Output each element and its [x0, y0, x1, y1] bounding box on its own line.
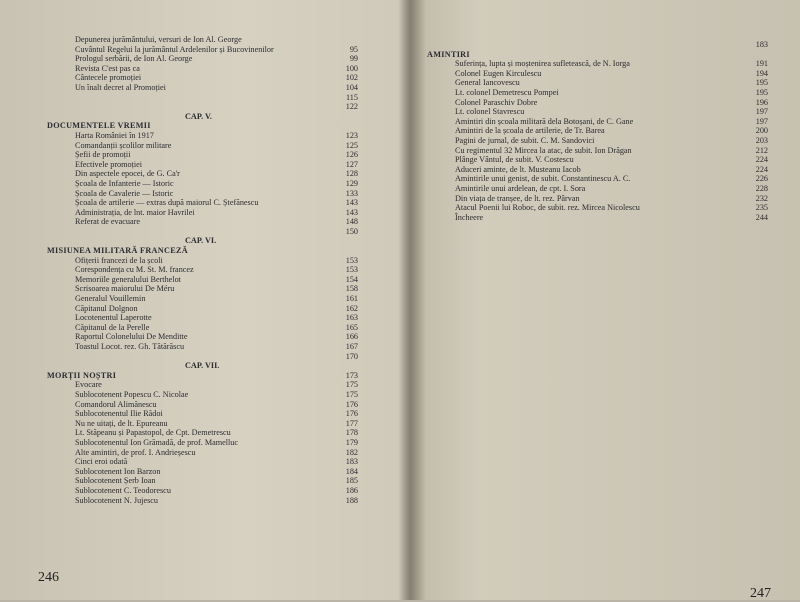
toc-entry-page: 226 [755, 174, 768, 184]
toc-entry-page: 194 [755, 68, 768, 78]
toc-entry-title: Sublocotenent C. Teodorescu [75, 485, 171, 495]
toc-entry-page: 195 [755, 87, 768, 97]
toc-entry [75, 73, 358, 83]
toc-entry-title: Căpitanul de la Perelle [75, 322, 150, 332]
toc-entry-title: Prologul serbării, de Ion Al. George [75, 54, 193, 64]
toc-entry-title: Pagini de jurnal, de subit. C. M. Sandovici [455, 135, 595, 145]
toc-entry [75, 275, 358, 285]
page-number-left: 246 [38, 570, 59, 585]
toc-entry-title: Raportul Colonelului De Menditte [75, 332, 188, 342]
toc-entry-title: Alte amintiri, de prof. I. Andrieșescu [75, 447, 196, 457]
toc-entry-page: 104 [345, 82, 358, 92]
toc-entry-page: 197 [755, 107, 768, 117]
toc-entry [75, 448, 358, 458]
toc-entry-page: 100 [345, 63, 358, 73]
toc-entry-title: Ofițerii francezi de la școli [75, 255, 163, 265]
toc-entry-page: 235 [755, 203, 768, 213]
toc-entry [75, 486, 358, 496]
toc-entry [75, 313, 358, 323]
toc-entry-title: Administrația, de lnt. maior Havrilei [75, 207, 195, 217]
toc-entry [75, 352, 358, 362]
toc-entry [75, 102, 358, 112]
toc-entry-title: Locotenentul Laperotte [75, 313, 152, 323]
toc-entry [455, 59, 768, 69]
toc-entry-page: 125 [345, 140, 358, 150]
toc-entry-page: 177 [345, 418, 358, 428]
toc-entry-title: CAP. VI. [185, 236, 217, 246]
toc-entry-page: 123 [345, 130, 358, 140]
toc-entry [455, 40, 768, 50]
toc-entry-page: 154 [345, 274, 358, 284]
toc-entry [455, 155, 768, 165]
toc-entry-page: 176 [345, 409, 358, 419]
toc-entry-title: Amintiri de la școala de artilerie, de Tr. Barea [455, 126, 605, 136]
toc-entry [75, 457, 358, 467]
toc-entry-title: Sublocotenent N. Jujescu [75, 495, 158, 505]
toc-entry [75, 35, 358, 45]
toc-entry-page: 148 [345, 217, 358, 227]
toc-entry-title: Comandanții școlilor militare [75, 140, 172, 150]
toc-entry-page: 143 [345, 207, 358, 217]
toc-entry [455, 78, 768, 88]
toc-entry-title: Școala de Cavalerie — Istoric [75, 188, 174, 198]
toc-entry [75, 93, 358, 103]
toc-entry-page: 183 [345, 457, 358, 467]
toc-entry-page: 175 [345, 380, 358, 390]
toc-entry [455, 69, 768, 79]
toc-entry-page: 197 [755, 116, 768, 126]
toc-entry-page: 161 [345, 294, 358, 304]
toc-entry-title: AMINTIRI [427, 49, 470, 59]
toc-entry-title: Lt. colonel Stavrescu [455, 107, 525, 117]
toc-entry [75, 54, 358, 64]
toc-entry-page: 175 [345, 389, 358, 399]
toc-entry-title: Un înalt decret al Promoției [75, 82, 166, 92]
toc-entry-page: 126 [345, 150, 358, 160]
toc-entry-title: Cântecele promoției [75, 73, 142, 83]
toc-entry [75, 141, 358, 151]
toc-entry [75, 227, 358, 237]
toc-entry [75, 150, 358, 160]
toc-entry-page: 102 [345, 73, 358, 83]
toc-entry-page: 182 [345, 447, 358, 457]
toc-entry-title: Harta României în 1917 [75, 130, 154, 140]
toc-entry [455, 203, 768, 213]
toc-entry [75, 198, 358, 208]
toc-entry-page: 185 [345, 476, 358, 486]
toc-entry-page: 184 [345, 466, 358, 476]
toc-entry-page: 200 [755, 126, 768, 136]
toc-entry [75, 256, 358, 266]
toc-entry-page: 162 [345, 303, 358, 313]
toc-entry-title: Amintirile unui ardelean, de cpt. I. Sora [455, 183, 586, 193]
toc-entry [75, 83, 358, 93]
toc-entry [75, 265, 358, 275]
toc-entry [455, 98, 768, 108]
chapter-heading [75, 361, 358, 371]
toc-entry-title: Din aspectele epocei, de G. Ca'r [75, 169, 180, 179]
toc-entry-page: 153 [345, 255, 358, 265]
chapter-heading [75, 236, 358, 246]
toc-entry-title: Căpitanul Dolgnon [75, 303, 138, 313]
toc-entry-title: Atacul Poenii lui Roboc, de subit. rez. Mircea Nicolescu [455, 203, 640, 213]
toc-entry [75, 342, 358, 352]
toc-entry [75, 284, 358, 294]
toc-entry-page: 212 [755, 145, 768, 155]
toc-entry-page: 186 [345, 485, 358, 495]
toc-entry-page: 163 [345, 313, 358, 323]
toc-entry [75, 45, 358, 55]
toc-entry [75, 189, 358, 199]
toc-entry [75, 217, 358, 227]
toc-entry-title: Cinci eroi odată [75, 457, 128, 467]
toc-entry-title: General Iancovescu [455, 78, 520, 88]
toc-entry-page: 244 [755, 212, 768, 222]
toc-entry-page: 153 [345, 265, 358, 275]
toc-entry-title: Cuvântul Regelui la jurământul Ardelenilor și Bucovinenilor [75, 44, 274, 54]
toc-entry-title: Încheere [455, 212, 484, 222]
toc-entry [455, 117, 768, 127]
toc-entry [75, 332, 358, 342]
toc-entry-page: 224 [755, 164, 768, 174]
toc-entry-title: Evocare [75, 380, 102, 390]
toc-entry [455, 146, 768, 156]
toc-entry [75, 428, 358, 438]
toc-entry-title: CAP. VII. [185, 361, 220, 371]
toc-entry-page: 183 [755, 40, 768, 49]
toc-entry-page: 122 [345, 102, 358, 112]
toc-entry-title: Sublocotenentul Ilie Rădoi [75, 409, 163, 419]
toc-entry-page: 232 [755, 193, 768, 203]
toc-entry [75, 476, 358, 486]
toc-entry-page: 170 [345, 351, 358, 361]
toc-entry-title: Depunerea jurământului, versuri de Ion Al. George [75, 35, 242, 44]
toc-entry-page: 115 [346, 92, 358, 102]
toc-entry-title: Sublocotenent Ion Barzon [75, 466, 161, 476]
toc-entry-page: 195 [755, 78, 768, 88]
toc-entry-page: 224 [755, 155, 768, 165]
section-heading [47, 121, 358, 131]
toc-entry-page: 178 [345, 428, 358, 438]
toc-entry-title: Sublocotenentul Ion Grămadă, de prof. Mamelluc [75, 437, 239, 447]
section-heading [427, 49, 768, 60]
toc-entry-title: Aduceri aminte, de lt. Musteanu Iacob [455, 164, 581, 174]
toc-entry [455, 174, 768, 184]
toc-entry-page: 203 [755, 135, 768, 145]
toc-entry-title: Amintirile unui genist, de subit. Constantinescu A. C. [455, 174, 631, 184]
section-heading [47, 246, 358, 256]
chapter-heading [75, 112, 358, 122]
toc-entry [455, 107, 768, 117]
toc-entry [75, 294, 358, 304]
toc-entry-title: Corespondența cu M. St. M. francez [75, 265, 194, 275]
toc-entry [75, 438, 358, 448]
toc-entry-page: 228 [755, 183, 768, 193]
toc-entry-title: Colonel Eugen Kirculescu [455, 68, 542, 78]
toc-entry [75, 467, 358, 477]
toc-entry [75, 419, 358, 429]
toc-entry-title: Suferința, lupta și moștenirea sufletească, de N. Iorga [455, 59, 630, 69]
toc-entry-title: CAP. V. [185, 111, 212, 121]
toc-entry [455, 126, 768, 136]
toc-entry-page: 133 [345, 188, 358, 198]
toc-entry-page: 173 [345, 370, 358, 380]
toc-entry [75, 208, 358, 218]
toc-entry [455, 213, 768, 223]
toc-entry [75, 409, 358, 419]
toc-entry-page: 129 [345, 178, 358, 188]
toc-left [47, 35, 358, 505]
toc-entry [455, 165, 768, 175]
toc-entry [75, 380, 358, 390]
toc-entry-page: 99 [349, 54, 358, 64]
toc-entry-title: Revista C'est pas ca [75, 63, 140, 73]
toc-entry-title: Toastul Locot. rez. Gh. Tătărăscu [75, 342, 185, 351]
toc-entry-title: Cu regimentul 32 Mircea la atac, de subit. Ion Drăgan [455, 145, 632, 155]
toc-entry [75, 179, 358, 189]
toc-entry-title: Amintiri din școala militară dela Botoșani, de C. Gane [455, 116, 634, 126]
toc-entry-title: Generalul Vouillemin [75, 294, 146, 304]
toc-entry-title: Plânge Vântul, de subit. V. Costescu [455, 155, 574, 165]
toc-entry-page: 165 [345, 322, 358, 332]
toc-entry-title: Colonel Paraschiv Dobre [455, 97, 538, 107]
toc-entry-title: Din viața de tranșee, de lt. rez. Pârvan [455, 193, 580, 203]
toc-entry-title: Sublocotenent Șerb Ioan [75, 476, 156, 486]
toc-entry-title: Memoriile generalului Berthelot [75, 274, 181, 284]
toc-entry-title: MORȚII NOȘTRI [47, 370, 117, 380]
toc-entry-title: Scrisoarea maiorului De Méru [75, 284, 175, 294]
toc-entry-title: Școala de artilerie — extras după maiorul C. Ștefănescu [75, 198, 259, 208]
toc-entry-page: 188 [345, 495, 358, 505]
page-number-right: 247 [750, 586, 771, 601]
toc-entry-title: Referat de evacuare [75, 217, 140, 227]
toc-entry-title: DOCUMENTELE VREMII [47, 121, 151, 131]
toc-entry-page: 166 [345, 332, 358, 342]
toc-entry [75, 390, 358, 400]
toc-entry [75, 160, 358, 170]
toc-entry [75, 131, 358, 141]
toc-entry-title: Lt. colonel Demetrescu Pompei [455, 87, 559, 97]
toc-entry [75, 64, 358, 74]
toc-entry-title: Nu ne uitați, de lt. Epureanu [75, 418, 168, 428]
toc-entry [75, 323, 358, 333]
right-page [415, 0, 800, 600]
toc-entry-title: Lt. Stăpeanu și Papastopol, de Cpt. Demetrescu [75, 428, 231, 438]
toc-entry-title: Școala de Infanterie — Istoric [75, 178, 174, 188]
toc-entry-page: 176 [345, 399, 358, 409]
toc-entry [75, 496, 358, 506]
toc-entry [455, 136, 768, 146]
toc-entry [455, 88, 768, 98]
toc-entry-page: 179 [345, 437, 358, 447]
toc-entry-title: Comandorul Alimănescu [75, 399, 157, 409]
toc-entry-page: 196 [755, 97, 768, 107]
toc-entry [75, 400, 358, 410]
toc-entry-page: 127 [345, 159, 358, 169]
section-heading [47, 370, 358, 381]
toc-entry-page: 167 [345, 342, 358, 351]
toc-entry-title: Șefii de promoții [75, 150, 131, 160]
toc-entry-page: 143 [345, 198, 358, 208]
toc-entry-page: 150 [345, 226, 358, 236]
toc-entry-title: Sublocotenent Popescu C. Nicolae [75, 389, 189, 399]
toc-entry [455, 184, 768, 194]
toc-entry-page: 128 [345, 169, 358, 179]
toc-entry [75, 304, 358, 314]
toc-entry-page: 95 [349, 44, 358, 54]
toc-entry-title: MISIUNEA MILITARĂ FRANCEZĂ [47, 246, 188, 256]
toc-right [427, 40, 768, 222]
toc-entry [75, 169, 358, 179]
toc-entry-page: 191 [755, 59, 768, 69]
toc-entry-title: Efectivele promoției [75, 159, 143, 169]
toc-entry-page: 158 [345, 284, 358, 294]
toc-entry [455, 194, 768, 204]
